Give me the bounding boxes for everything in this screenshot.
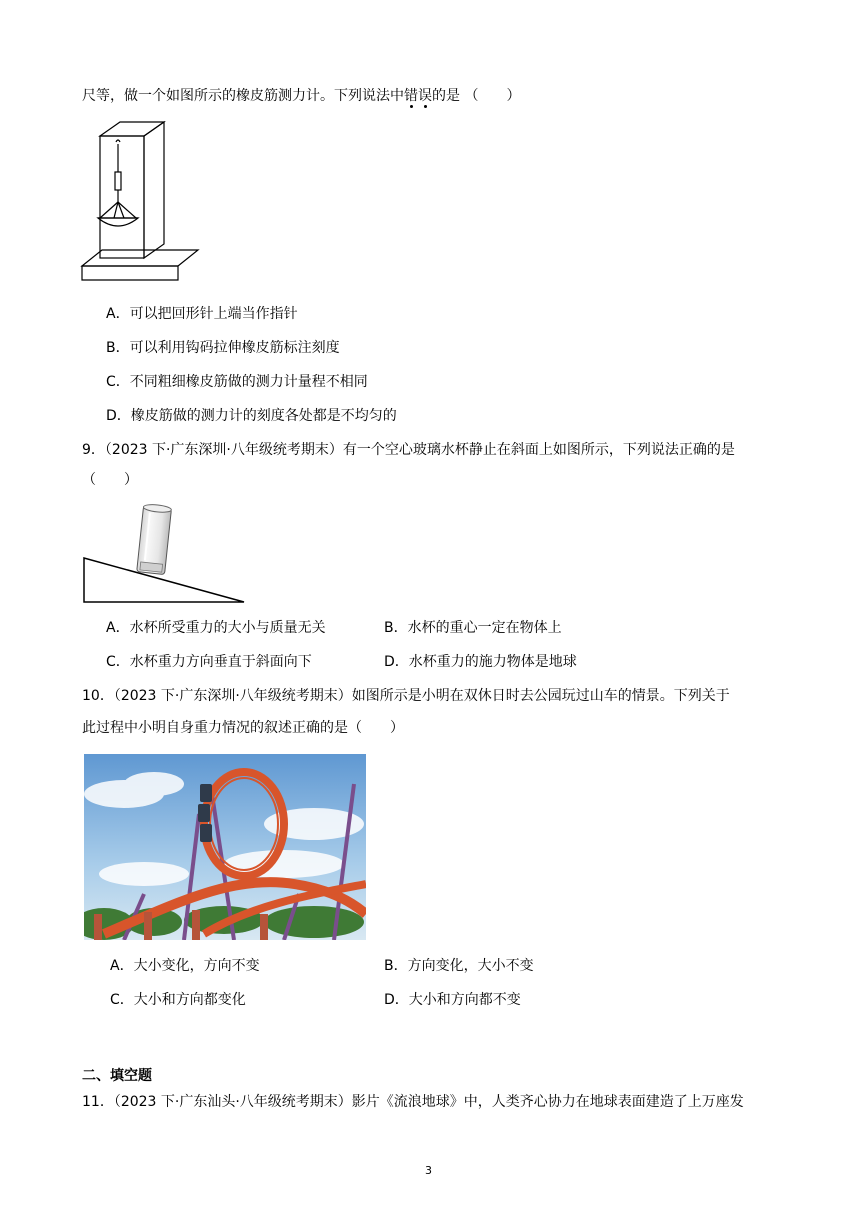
q8-stem <box>82 86 520 106</box>
glass-on-incline-figure <box>82 502 247 606</box>
q9-option-d: D．水杯重力的施力物体是地球 <box>384 654 577 670</box>
q10-option-c: C．大小和方向都变化 <box>110 992 246 1008</box>
q8-stem-part-b: 的是 （ ） <box>432 88 521 104</box>
roller-coaster-photo <box>84 754 366 940</box>
q9-stem-line-2: （ ） <box>82 472 138 488</box>
q8-option-d: D．橡皮筋做的测力计的刻度各处都是不均匀的 <box>106 408 397 424</box>
rubber-band-force-meter-figure <box>80 118 200 288</box>
q10-option-a: A．大小变化，方向不变 <box>110 958 260 974</box>
q8-stem-emphasis-2: 误 <box>418 88 432 104</box>
q8-stem-part-a: 尺等，做一个如图所示的橡皮筋测力计。下列说法中 <box>82 88 404 104</box>
q11-stem-line-1: 11．（2023 下·广东汕头·八年级统考期末）影片《流浪地球》中，人类齐心协力在地球表面建造了上万座发 <box>82 1094 744 1110</box>
q9-option-b: B．水杯的重心一定在物体上 <box>384 620 562 636</box>
q10-stem-line-2: 此过程中小明自身重力情况的叙述正确的是（ ） <box>82 720 404 736</box>
q10-option-d: D．大小和方向都不变 <box>384 992 521 1008</box>
q8-option-a: A．可以把回形针上端当作指针 <box>106 306 298 322</box>
page-number: 3 <box>425 1164 432 1177</box>
q8-option-c: C．不同粗细橡皮筋做的测力计量程不相同 <box>106 374 368 390</box>
q8-option-b: B．可以利用钩码拉伸橡皮筋标注刻度 <box>106 340 340 356</box>
q9-option-a: A．水杯所受重力的大小与质量无关 <box>106 620 326 636</box>
q8-stem-emphasis-1: 错 <box>404 88 418 104</box>
q10-stem-line-1: 10．（2023 下·广东深圳·八年级统考期末）如图所示是小明在双休日时去公园玩过山车的情景。下列关于 <box>82 688 730 704</box>
q9-option-c: C．水杯重力方向垂直于斜面向下 <box>106 654 312 670</box>
q9-stem-line-1: 9．（2023 下·广东深圳·八年级统考期末）有一个空心玻璃水杯静止在斜面上如图所示，下列说法正确的是 <box>82 442 735 458</box>
q10-option-b: B．方向变化，大小不变 <box>384 958 534 974</box>
section-title-fill-in: 二、填空题 <box>82 1068 152 1084</box>
